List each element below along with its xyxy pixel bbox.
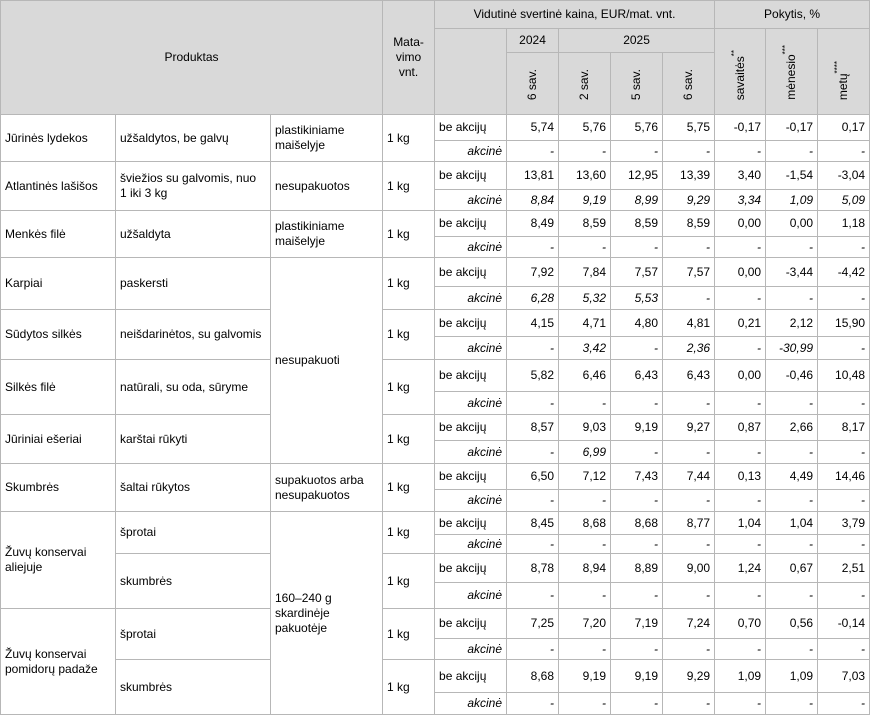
- change-value: -: [766, 392, 818, 415]
- change-value: -: [715, 441, 766, 464]
- change-value: 7,03: [818, 660, 870, 693]
- price-type: be akcijų: [435, 115, 507, 141]
- change-value: -: [766, 287, 818, 310]
- change-value: 0,00: [715, 360, 766, 392]
- table-row: [1, 660, 870, 693]
- change-value: -: [818, 639, 870, 660]
- table-body: [1, 115, 870, 715]
- price-value: 6,99: [559, 441, 611, 464]
- price-value: -: [663, 535, 715, 554]
- price-value: 9,19: [559, 190, 611, 211]
- change-value: 14,46: [818, 464, 870, 490]
- change-value: 0,13: [715, 464, 766, 490]
- price-value: 8,77: [663, 512, 715, 535]
- change-value: -30,99: [766, 337, 818, 360]
- change-value: 1,09: [766, 190, 818, 211]
- change-value: 0,17: [818, 115, 870, 141]
- price-value: 7,20: [559, 609, 611, 639]
- price-value: 5,76: [611, 115, 663, 141]
- product-description: natūrali, su oda, sūryme: [116, 360, 271, 415]
- change-value: 8,17: [818, 415, 870, 441]
- header-year-2025: 2025: [559, 29, 715, 53]
- price-type: be akcijų: [435, 609, 507, 639]
- product-description: šaltai rūkytos: [116, 464, 271, 512]
- change-value: 0,00: [715, 258, 766, 287]
- price-type: be akcijų: [435, 360, 507, 392]
- price-value: 8,68: [611, 512, 663, 535]
- price-value: 7,24: [663, 609, 715, 639]
- unit-cell: 1 kg: [383, 360, 435, 415]
- price-value: -: [507, 490, 559, 512]
- change-value: -3,44: [766, 258, 818, 287]
- unit-cell: 1 kg: [383, 415, 435, 464]
- product-description: užšaldytos, be galvų: [116, 115, 271, 162]
- change-value: -: [766, 535, 818, 554]
- price-value: 7,84: [559, 258, 611, 287]
- header-week: 2 sav.: [559, 53, 611, 115]
- product-packaging: 160–240 g skardinėje pakuotėje: [271, 512, 383, 715]
- product-name: Menkės filė: [1, 211, 116, 258]
- price-value: -: [559, 639, 611, 660]
- price-value: 7,19: [611, 609, 663, 639]
- price-value: 7,44: [663, 464, 715, 490]
- price-type: akcinė: [435, 287, 507, 310]
- product-name: Karpiai: [1, 258, 116, 310]
- change-value: -: [715, 392, 766, 415]
- price-type: be akcijų: [435, 415, 507, 441]
- product-description: užšaldyta: [116, 211, 271, 258]
- change-value: -: [715, 237, 766, 258]
- header-year-2024: 2024: [507, 29, 559, 53]
- change-value: -: [766, 583, 818, 609]
- change-value: -0,14: [818, 609, 870, 639]
- change-value: 1,09: [715, 660, 766, 693]
- price-value: 13,60: [559, 162, 611, 190]
- price-value: 7,57: [611, 258, 663, 287]
- change-value: 0,87: [715, 415, 766, 441]
- price-value: 6,43: [663, 360, 715, 392]
- price-value: 8,94: [559, 554, 611, 583]
- price-value: -: [559, 693, 611, 715]
- price-value: 4,81: [663, 310, 715, 337]
- change-value: -: [766, 141, 818, 162]
- price-value: 4,80: [611, 310, 663, 337]
- unit-cell: 1 kg: [383, 211, 435, 258]
- price-type: akcinė: [435, 693, 507, 715]
- table-row: [1, 512, 870, 535]
- change-value: -0,17: [715, 115, 766, 141]
- price-value: 12,95: [611, 162, 663, 190]
- unit-cell: 1 kg: [383, 609, 435, 660]
- change-value: -: [818, 535, 870, 554]
- price-value: 5,74: [507, 115, 559, 141]
- price-value: -: [663, 693, 715, 715]
- price-value: 6,28: [507, 287, 559, 310]
- price-value: 4,15: [507, 310, 559, 337]
- price-value: -: [611, 490, 663, 512]
- price-value: 8,59: [559, 211, 611, 237]
- price-value: 2,36: [663, 337, 715, 360]
- change-value: -: [818, 237, 870, 258]
- change-value: 2,51: [818, 554, 870, 583]
- price-type: be akcijų: [435, 211, 507, 237]
- price-value: -: [559, 392, 611, 415]
- product-description: neišdarinėtos, su galvomis: [116, 310, 271, 360]
- price-value: 7,92: [507, 258, 559, 287]
- change-value: 0,00: [766, 211, 818, 237]
- change-value: 1,04: [715, 512, 766, 535]
- change-value: -: [715, 583, 766, 609]
- change-value: -: [818, 337, 870, 360]
- price-value: 5,82: [507, 360, 559, 392]
- header-unit: Mata- vimo vnt.: [383, 1, 435, 115]
- price-value: -: [611, 535, 663, 554]
- product-description: šprotai: [116, 609, 271, 660]
- price-type: akcinė: [435, 392, 507, 415]
- price-value: -: [507, 237, 559, 258]
- product-description: paskersti: [116, 258, 271, 310]
- change-value: 1,09: [766, 660, 818, 693]
- price-value: -: [559, 583, 611, 609]
- price-value: 8,45: [507, 512, 559, 535]
- change-value: -: [766, 490, 818, 512]
- price-value: 9,03: [559, 415, 611, 441]
- table-row: [1, 464, 870, 490]
- price-value: -: [663, 392, 715, 415]
- change-value: -: [715, 287, 766, 310]
- price-value: 8,68: [559, 512, 611, 535]
- change-value: -: [766, 441, 818, 464]
- change-value: -: [818, 583, 870, 609]
- price-value: 7,25: [507, 609, 559, 639]
- price-value: -: [611, 583, 663, 609]
- product-name: Jūrinės lydekos: [1, 115, 116, 162]
- change-value: 0,67: [766, 554, 818, 583]
- table-row: [1, 258, 870, 287]
- price-value: -: [611, 639, 663, 660]
- price-type: akcinė: [435, 441, 507, 464]
- price-value: 9,00: [663, 554, 715, 583]
- price-value: -: [507, 441, 559, 464]
- change-value: 2,66: [766, 415, 818, 441]
- product-description: šprotai: [116, 512, 271, 554]
- change-value: -: [818, 287, 870, 310]
- unit-cell: 1 kg: [383, 554, 435, 609]
- price-value: -: [507, 639, 559, 660]
- product-name: Skumbrės: [1, 464, 116, 512]
- price-type: akcinė: [435, 535, 507, 554]
- price-value: 8,84: [507, 190, 559, 211]
- price-value: -: [507, 337, 559, 360]
- price-value: 5,75: [663, 115, 715, 141]
- unit-cell: 1 kg: [383, 258, 435, 310]
- product-packaging: nesupakuotos: [271, 162, 383, 211]
- price-type: be akcijų: [435, 258, 507, 287]
- price-value: -: [663, 490, 715, 512]
- price-value: 5,32: [559, 287, 611, 310]
- price-value: -: [507, 392, 559, 415]
- change-value: 0,70: [715, 609, 766, 639]
- price-type: be akcijų: [435, 162, 507, 190]
- change-value: 3,40: [715, 162, 766, 190]
- change-value: -: [715, 141, 766, 162]
- price-value: 5,53: [611, 287, 663, 310]
- change-value: -1,54: [766, 162, 818, 190]
- price-value: -: [559, 237, 611, 258]
- change-value: 1,04: [766, 512, 818, 535]
- product-name: Žuvų konservai pomidorų padaže: [1, 609, 116, 715]
- change-value: -: [818, 392, 870, 415]
- price-value: -: [507, 693, 559, 715]
- change-value: -3,04: [818, 162, 870, 190]
- table-row: [1, 162, 870, 190]
- table-row: [1, 609, 870, 639]
- unit-cell: 1 kg: [383, 310, 435, 360]
- change-value: -: [715, 639, 766, 660]
- price-type: akcinė: [435, 237, 507, 258]
- price-value: 7,43: [611, 464, 663, 490]
- price-value: 8,57: [507, 415, 559, 441]
- table-row: [1, 310, 870, 337]
- product-packaging: plastikiniame maišelyje: [271, 115, 383, 162]
- change-value: 4,49: [766, 464, 818, 490]
- price-type: be akcijų: [435, 660, 507, 693]
- price-value: 9,29: [663, 190, 715, 211]
- change-value: 10,48: [818, 360, 870, 392]
- unit-cell: 1 kg: [383, 660, 435, 715]
- table-row: [1, 115, 870, 141]
- header-product: Produktas: [1, 1, 383, 115]
- price-value: -: [611, 237, 663, 258]
- price-value: 7,12: [559, 464, 611, 490]
- price-type: akcinė: [435, 583, 507, 609]
- price-value: -: [663, 141, 715, 162]
- header-change-year: metų****: [818, 29, 870, 115]
- product-description: skumbrės: [116, 660, 271, 715]
- price-value: -: [611, 337, 663, 360]
- price-value: 6,46: [559, 360, 611, 392]
- change-value: -4,42: [818, 258, 870, 287]
- unit-cell: 1 kg: [383, 115, 435, 162]
- change-value: -: [715, 535, 766, 554]
- product-name: Jūriniai ešeriai: [1, 415, 116, 464]
- change-value: 0,56: [766, 609, 818, 639]
- price-value: -: [663, 441, 715, 464]
- change-value: -: [818, 490, 870, 512]
- price-value: 9,19: [559, 660, 611, 693]
- change-value: -: [766, 693, 818, 715]
- product-packaging: supakuotos arba nesupakuotos: [271, 464, 383, 512]
- price-type: akcinė: [435, 337, 507, 360]
- price-type: akcinė: [435, 190, 507, 211]
- table-row: [1, 415, 870, 441]
- unit-cell: 1 kg: [383, 162, 435, 211]
- header-week: 6 sav.: [663, 53, 715, 115]
- price-type: akcinė: [435, 490, 507, 512]
- change-value: -: [818, 441, 870, 464]
- price-value: -: [611, 693, 663, 715]
- change-value: -: [818, 141, 870, 162]
- change-value: 1,24: [715, 554, 766, 583]
- price-type: be akcijų: [435, 310, 507, 337]
- price-type: akcinė: [435, 141, 507, 162]
- price-value: 7,57: [663, 258, 715, 287]
- table-row: [1, 360, 870, 392]
- product-name: Sūdytos silkės: [1, 310, 116, 360]
- price-type: akcinė: [435, 639, 507, 660]
- price-value: 13,39: [663, 162, 715, 190]
- unit-cell: 1 kg: [383, 464, 435, 512]
- price-value: 8,49: [507, 211, 559, 237]
- header-week: 5 sav.: [611, 53, 663, 115]
- price-value: -: [507, 535, 559, 554]
- price-value: -: [507, 141, 559, 162]
- change-value: -: [715, 337, 766, 360]
- product-packaging: nesupakuoti: [271, 258, 383, 464]
- price-value: 9,19: [611, 415, 663, 441]
- price-value: 8,89: [611, 554, 663, 583]
- change-value: 5,09: [818, 190, 870, 211]
- price-value: 8,99: [611, 190, 663, 211]
- price-value: -: [611, 392, 663, 415]
- price-value: 3,42: [559, 337, 611, 360]
- price-value: 8,78: [507, 554, 559, 583]
- change-value: 3,34: [715, 190, 766, 211]
- header-blank: [435, 29, 507, 115]
- product-name: Silkės filė: [1, 360, 116, 415]
- price-value: 5,76: [559, 115, 611, 141]
- price-value: 8,68: [507, 660, 559, 693]
- price-value: -: [663, 287, 715, 310]
- price-value: 4,71: [559, 310, 611, 337]
- price-type: be akcijų: [435, 464, 507, 490]
- price-value: 8,59: [663, 211, 715, 237]
- header-change: Pokytis, %: [715, 1, 870, 29]
- product-description: šviežios su galvomis, nuo 1 iki 3 kg: [116, 162, 271, 211]
- unit-cell: 1 kg: [383, 512, 435, 554]
- price-value: -: [611, 441, 663, 464]
- change-value: -: [818, 693, 870, 715]
- price-value: 9,19: [611, 660, 663, 693]
- header-change-month: mėnesio***: [766, 29, 818, 115]
- price-value: -: [663, 237, 715, 258]
- table-row: [1, 554, 870, 583]
- change-value: 2,12: [766, 310, 818, 337]
- change-value: 15,90: [818, 310, 870, 337]
- price-value: 8,59: [611, 211, 663, 237]
- price-value: -: [559, 535, 611, 554]
- price-value: 9,27: [663, 415, 715, 441]
- price-value: -: [663, 639, 715, 660]
- change-value: -: [766, 237, 818, 258]
- change-value: -0,46: [766, 360, 818, 392]
- product-description: karštai rūkyti: [116, 415, 271, 464]
- price-value: -: [663, 583, 715, 609]
- header-change-week: savaitės**: [715, 29, 766, 115]
- price-type: be akcijų: [435, 554, 507, 583]
- table-row: [1, 211, 870, 237]
- change-value: 3,79: [818, 512, 870, 535]
- change-value: -: [715, 693, 766, 715]
- change-value: -: [766, 639, 818, 660]
- price-value: 9,29: [663, 660, 715, 693]
- price-value: -: [559, 490, 611, 512]
- product-name: Žuvų konservai aliejuje: [1, 512, 116, 609]
- header-avg-price: Vidutinė svertinė kaina, EUR/mat. vnt.: [435, 1, 715, 29]
- price-value: -: [611, 141, 663, 162]
- header-week: 6 sav.: [507, 53, 559, 115]
- price-type: be akcijų: [435, 512, 507, 535]
- price-value: 6,43: [611, 360, 663, 392]
- product-description: skumbrės: [116, 554, 271, 609]
- change-value: -0,17: [766, 115, 818, 141]
- price-value: -: [559, 141, 611, 162]
- product-name: Atlantinės lašišos: [1, 162, 116, 211]
- change-value: -: [715, 490, 766, 512]
- change-value: 1,18: [818, 211, 870, 237]
- product-packaging: plastikiniame maišelyje: [271, 211, 383, 258]
- change-value: 0,00: [715, 211, 766, 237]
- change-value: 0,21: [715, 310, 766, 337]
- price-value: 6,50: [507, 464, 559, 490]
- price-value: -: [507, 583, 559, 609]
- price-value: 13,81: [507, 162, 559, 190]
